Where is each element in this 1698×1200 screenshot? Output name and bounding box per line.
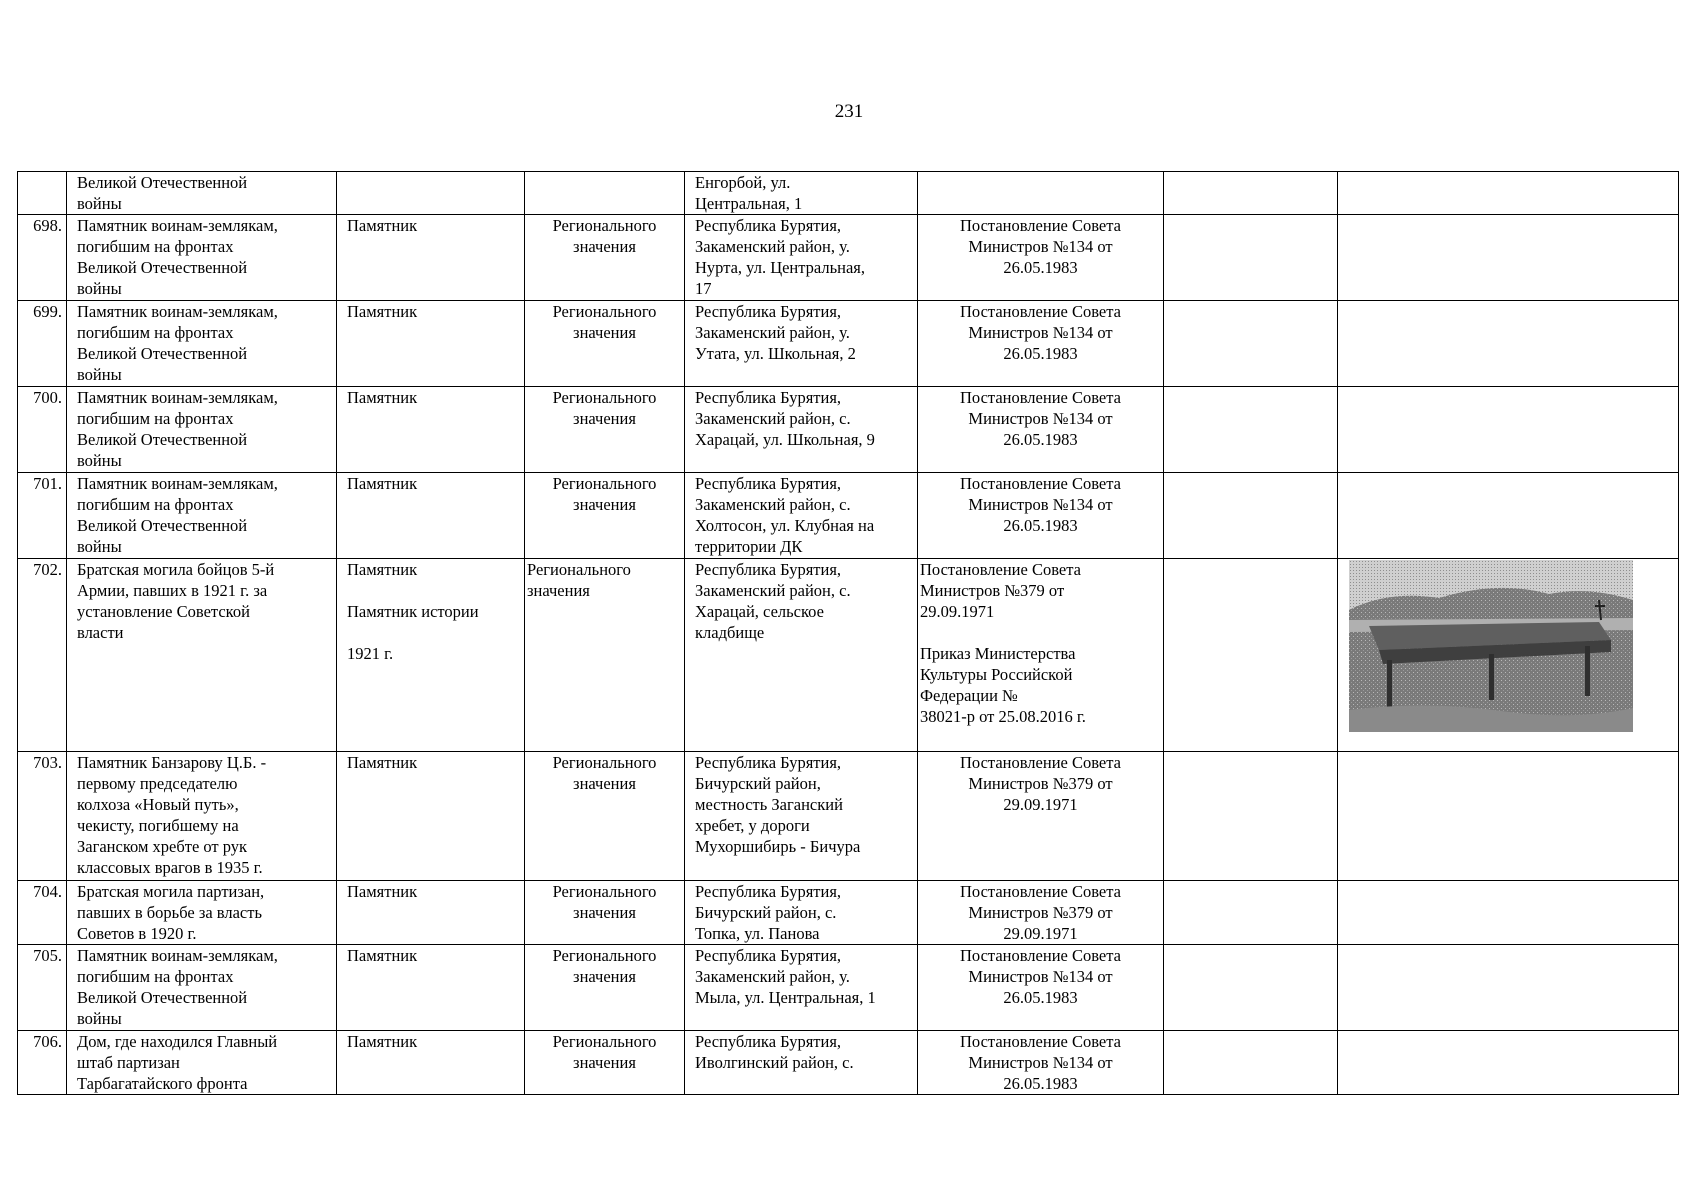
object-name bbox=[67, 752, 337, 881]
heritage-registry-table bbox=[17, 171, 1679, 1095]
object-address-line: Республика Бурятия, bbox=[695, 474, 842, 493]
row-number: 701. bbox=[18, 473, 67, 559]
protection-document-line: Постановление Совета bbox=[960, 388, 1121, 407]
object-type bbox=[337, 215, 525, 301]
object-address bbox=[685, 301, 918, 387]
object-name-line: чекисту, погибшему на bbox=[77, 816, 239, 835]
row-number: 700. bbox=[18, 387, 67, 473]
object-address-line: Республика Бурятия, bbox=[695, 946, 842, 965]
object-address-line: Топка, ул. Панова bbox=[695, 924, 820, 943]
object-name bbox=[67, 945, 337, 1031]
object-name-line: Великой Отечественной bbox=[77, 516, 248, 535]
protection-document bbox=[918, 1031, 1164, 1095]
row-number: 703. bbox=[18, 752, 67, 881]
row-number: 698. bbox=[18, 215, 67, 301]
protection-document-line: 26.05.1983 bbox=[1003, 258, 1078, 277]
photo-cell bbox=[1338, 387, 1679, 473]
protection-document-line: Постановление Совета bbox=[960, 946, 1121, 965]
object-name bbox=[67, 172, 337, 215]
object-name-line: первому председателю bbox=[77, 774, 238, 793]
object-type bbox=[337, 172, 525, 215]
object-name-line: войны bbox=[77, 537, 122, 556]
extra-column bbox=[1164, 1031, 1338, 1095]
object-type-line bbox=[347, 580, 520, 601]
photo-cell bbox=[1338, 473, 1679, 559]
object-address-line: Республика Бурятия, bbox=[695, 216, 842, 235]
object-address-line: Харацай, ул. Школьная, 9 bbox=[695, 430, 875, 449]
photo-cell bbox=[1338, 215, 1679, 301]
protection-document-line: Министров №379 от bbox=[920, 581, 1065, 600]
object-type-line: Памятник bbox=[347, 946, 418, 965]
object-address-line: 17 bbox=[695, 279, 712, 298]
object-name-line: Тарбагатайского фронта bbox=[77, 1074, 248, 1093]
page-number: 231 bbox=[834, 101, 864, 122]
protection-document-line: Постановление Совета bbox=[960, 474, 1121, 493]
object-name bbox=[67, 215, 337, 301]
object-address-line: Республика Бурятия, bbox=[695, 302, 842, 321]
object-name-line: установление Советской bbox=[77, 602, 250, 621]
object-name-line: Дом, где находился Главный bbox=[77, 1032, 278, 1051]
object-name-line: Памятник воинам-землякам, bbox=[77, 946, 278, 965]
protection-document-line: Постановление Совета bbox=[960, 302, 1121, 321]
object-category-line: Регионального bbox=[552, 388, 657, 407]
protection-document-line: 26.05.1983 bbox=[1003, 516, 1078, 535]
object-category bbox=[525, 215, 685, 301]
row-number: 699. bbox=[18, 301, 67, 387]
protection-document-line: 26.05.1983 bbox=[1003, 1074, 1078, 1093]
object-address-line: Енгорбой, ул. bbox=[695, 173, 791, 192]
protection-document-line: 26.05.1983 bbox=[1003, 430, 1078, 449]
protection-document-line: Министров №134 от bbox=[968, 1053, 1113, 1072]
object-category-line: Регионального bbox=[552, 216, 657, 235]
protection-document-line: Постановление Совета bbox=[960, 216, 1121, 235]
object-category bbox=[525, 881, 685, 945]
object-name-line: войны bbox=[77, 279, 122, 298]
object-type-line: Памятник bbox=[347, 474, 418, 493]
object-name-line: классовых врагов в 1935 г. bbox=[77, 858, 263, 877]
object-name-line: Братская могила бойцов 5-й bbox=[77, 560, 275, 579]
table-row bbox=[18, 301, 1679, 387]
protection-document-line: Постановление Совета bbox=[920, 560, 1081, 579]
object-category-line: значения bbox=[573, 409, 636, 428]
object-address-line: Республика Бурятия, bbox=[695, 1032, 842, 1051]
row-number: 705. bbox=[18, 945, 67, 1031]
photo-cell bbox=[1338, 559, 1679, 752]
table-row bbox=[18, 1031, 1679, 1095]
object-name-line: Памятник воинам-землякам, bbox=[77, 474, 278, 493]
object-name-line: павших в борьбе за власть bbox=[77, 903, 262, 922]
extra-column bbox=[1164, 387, 1338, 473]
protection-document-line: Приказ Министерства bbox=[920, 644, 1076, 663]
object-type-line: Памятник bbox=[347, 560, 418, 579]
object-type bbox=[337, 559, 525, 752]
object-category-line: Регионального bbox=[552, 946, 657, 965]
object-category-line: значения bbox=[573, 495, 636, 514]
table-row bbox=[18, 559, 1679, 752]
object-address-line: Закаменский район, с. bbox=[695, 581, 851, 600]
object-name-line: Великой Отечественной bbox=[77, 988, 248, 1007]
object-address-line: Иволгинский район, с. bbox=[695, 1053, 854, 1072]
protection-document bbox=[918, 945, 1164, 1031]
object-address-line: Центральная, 1 bbox=[695, 194, 803, 213]
object-name-line: войны bbox=[77, 194, 122, 213]
protection-document bbox=[918, 752, 1164, 881]
object-name-line: Памятник воинам-землякам, bbox=[77, 302, 278, 321]
table-row bbox=[18, 172, 1679, 215]
table-row bbox=[18, 945, 1679, 1031]
object-type bbox=[337, 301, 525, 387]
object-category bbox=[525, 559, 685, 752]
protection-document-line: Постановление Совета bbox=[960, 1032, 1121, 1051]
object-address-line: Мухоршибирь - Бичура bbox=[695, 837, 861, 856]
object-name-line: войны bbox=[77, 1009, 122, 1028]
object-name-line: войны bbox=[77, 451, 122, 470]
object-address-line: Республика Бурятия, bbox=[695, 388, 842, 407]
extra-column bbox=[1164, 473, 1338, 559]
object-name-line: погибшим на фронтах bbox=[77, 237, 234, 256]
protection-document bbox=[918, 559, 1164, 752]
photo-cell bbox=[1338, 752, 1679, 881]
row-number: 704. bbox=[18, 881, 67, 945]
object-address bbox=[685, 473, 918, 559]
row-number bbox=[18, 172, 67, 215]
object-name-line: власти bbox=[77, 623, 124, 642]
object-name-line: Памятник Банзарову Ц.Б. - bbox=[77, 753, 267, 772]
object-category bbox=[525, 301, 685, 387]
protection-document-line: Культуры Российской bbox=[920, 665, 1073, 684]
object-address-line: Бичурский район, bbox=[695, 774, 821, 793]
object-address bbox=[685, 172, 918, 215]
object-address-line: кладбище bbox=[695, 623, 765, 642]
object-address bbox=[685, 387, 918, 473]
object-name-line: Великой Отечественной bbox=[77, 173, 248, 192]
object-type bbox=[337, 387, 525, 473]
object-address-line: Харацай, сельское bbox=[695, 602, 824, 621]
protection-document bbox=[918, 473, 1164, 559]
object-address-line: Республика Бурятия, bbox=[695, 753, 842, 772]
object-name-line: Заганском хребте от рук bbox=[77, 837, 248, 856]
object-category-line: значения bbox=[573, 774, 636, 793]
protection-document-line: Министров №134 от bbox=[968, 409, 1113, 428]
object-name-line: Великой Отечественной bbox=[77, 258, 248, 277]
object-category-line: Регионального bbox=[552, 302, 657, 321]
protection-document bbox=[918, 387, 1164, 473]
object-category-line: Регионального bbox=[552, 753, 657, 772]
protection-document-line: Министров №379 от bbox=[968, 903, 1113, 922]
object-type-line: Памятник истории bbox=[347, 602, 479, 621]
table-row bbox=[18, 752, 1679, 881]
object-category bbox=[525, 387, 685, 473]
protection-document-line: 29.09.1971 bbox=[1003, 924, 1078, 943]
extra-column bbox=[1164, 215, 1338, 301]
object-address bbox=[685, 752, 918, 881]
protection-document-line: 29.09.1971 bbox=[1003, 795, 1078, 814]
object-type-line: Памятник bbox=[347, 882, 418, 901]
object-address-line: Утата, ул. Школьная, 2 bbox=[695, 344, 856, 363]
object-address-line: Республика Бурятия, bbox=[695, 882, 842, 901]
object-address-line: Закаменский район, с. bbox=[695, 495, 851, 514]
object-type-line: Памятник bbox=[347, 753, 418, 772]
object-category-line: значения bbox=[573, 967, 636, 986]
object-type bbox=[337, 945, 525, 1031]
photo-cell bbox=[1338, 172, 1679, 215]
object-type-line: Памятник bbox=[347, 388, 418, 407]
protection-document-line: Министров №134 от bbox=[968, 967, 1113, 986]
protection-document bbox=[918, 301, 1164, 387]
object-category-line: значения bbox=[573, 903, 636, 922]
object-name bbox=[67, 559, 337, 752]
object-address-line: Бичурский район, с. bbox=[695, 903, 837, 922]
object-name-line: Великой Отечественной bbox=[77, 430, 248, 449]
object-name bbox=[67, 881, 337, 945]
object-type bbox=[337, 473, 525, 559]
object-address-line: хребет, у дороги bbox=[695, 816, 810, 835]
object-type-line: Памятник bbox=[347, 1032, 418, 1051]
object-name-line: погибшим на фронтах bbox=[77, 495, 234, 514]
object-category bbox=[525, 1031, 685, 1095]
object-type-line bbox=[347, 622, 520, 643]
extra-column bbox=[1164, 752, 1338, 881]
object-address-line: Республика Бурятия, bbox=[695, 560, 842, 579]
object-address-line: Закаменский район, у. bbox=[695, 967, 850, 986]
object-category-line: значения bbox=[573, 237, 636, 256]
protection-document-line: Федерации № bbox=[920, 686, 1018, 705]
object-address bbox=[685, 215, 918, 301]
object-address-line: Закаменский район, с. bbox=[695, 409, 851, 428]
object-type bbox=[337, 752, 525, 881]
object-category-line: значения bbox=[573, 1053, 636, 1072]
object-category bbox=[525, 945, 685, 1031]
object-type bbox=[337, 881, 525, 945]
protection-document-line: Постановление Совета bbox=[960, 882, 1121, 901]
object-name-line: штаб партизан bbox=[77, 1053, 180, 1072]
protection-document-line bbox=[920, 622, 1159, 643]
object-address-line: Мыла, ул. Центральная, 1 bbox=[695, 988, 876, 1007]
object-type bbox=[337, 1031, 525, 1095]
object-category-line: Регионального bbox=[527, 560, 631, 579]
object-name-line: Братская могила партизан, bbox=[77, 882, 265, 901]
row-number: 706. bbox=[18, 1031, 67, 1095]
extra-column bbox=[1164, 881, 1338, 945]
object-name-line: Советов в 1920 г. bbox=[77, 924, 197, 943]
table-row bbox=[18, 215, 1679, 301]
photo-cell bbox=[1338, 1031, 1679, 1095]
object-name bbox=[67, 1031, 337, 1095]
object-name-line: Памятник воинам-землякам, bbox=[77, 216, 278, 235]
extra-column bbox=[1164, 559, 1338, 752]
object-category-line: значения bbox=[573, 323, 636, 342]
protection-document-line: 29.09.1971 bbox=[920, 602, 995, 621]
protection-document-line: Министров №134 от bbox=[968, 323, 1113, 342]
object-address-line: Холтосон, ул. Клубная на bbox=[695, 516, 875, 535]
object-address-line: Нурта, ул. Центральная, bbox=[695, 258, 866, 277]
table-row bbox=[18, 473, 1679, 559]
object-type-line: Памятник bbox=[347, 302, 418, 321]
object-name bbox=[67, 301, 337, 387]
object-address-line: Закаменский район, у. bbox=[695, 237, 850, 256]
object-name-line: колхоза «Новый путь», bbox=[77, 795, 239, 814]
object-address bbox=[685, 881, 918, 945]
object-name-line: Великой Отечественной bbox=[77, 344, 248, 363]
row-number: 702. bbox=[18, 559, 67, 752]
protection-document-line: 38021-р от 25.08.2016 г. bbox=[920, 707, 1086, 726]
object-category bbox=[525, 752, 685, 881]
extra-column bbox=[1164, 945, 1338, 1031]
table-row bbox=[18, 387, 1679, 473]
protection-document-line: Министров №134 от bbox=[968, 495, 1113, 514]
object-name bbox=[67, 387, 337, 473]
object-name-line: Армии, павших в 1921 г. за bbox=[77, 581, 268, 600]
extra-column bbox=[1164, 301, 1338, 387]
object-name-line: войны bbox=[77, 365, 122, 384]
protection-document-line: 26.05.1983 bbox=[1003, 344, 1078, 363]
object-name bbox=[67, 473, 337, 559]
protection-document-line: 26.05.1983 bbox=[1003, 988, 1078, 1007]
photo-cell bbox=[1338, 881, 1679, 945]
object-name-line: погибшим на фронтах bbox=[77, 967, 234, 986]
object-address-line: местность Заганский bbox=[695, 795, 843, 814]
table-row bbox=[18, 881, 1679, 945]
protection-document bbox=[918, 215, 1164, 301]
object-category-line: Регионального bbox=[552, 1032, 657, 1051]
protection-document-line: Постановление Совета bbox=[960, 753, 1121, 772]
object-category-line: Регионального bbox=[552, 882, 657, 901]
object-name-line: погибшим на фронтах bbox=[77, 409, 234, 428]
object-type-line: Памятник bbox=[347, 216, 418, 235]
object-category bbox=[525, 473, 685, 559]
protection-document bbox=[918, 881, 1164, 945]
object-name-line: Памятник воинам-землякам, bbox=[77, 388, 278, 407]
object-name-line: погибшим на фронтах bbox=[77, 323, 234, 342]
object-address-line: Закаменский район, у. bbox=[695, 323, 850, 342]
object-address bbox=[685, 559, 918, 752]
object-address bbox=[685, 945, 918, 1031]
protection-document bbox=[918, 172, 1164, 215]
object-type-line: 1921 г. bbox=[347, 644, 394, 663]
protection-document-line: Министров №379 от bbox=[968, 774, 1113, 793]
extra-column bbox=[1164, 172, 1338, 215]
object-category-line: значения bbox=[527, 581, 590, 600]
object-address bbox=[685, 1031, 918, 1095]
object-category bbox=[525, 172, 685, 215]
object-address-line: территории ДК bbox=[695, 537, 803, 556]
object-category-line: Регионального bbox=[552, 474, 657, 493]
photo-cell bbox=[1338, 945, 1679, 1031]
protection-document-line: Министров №134 от bbox=[968, 237, 1113, 256]
mass-grave-photo bbox=[1349, 560, 1633, 732]
photo-cell bbox=[1338, 301, 1679, 387]
